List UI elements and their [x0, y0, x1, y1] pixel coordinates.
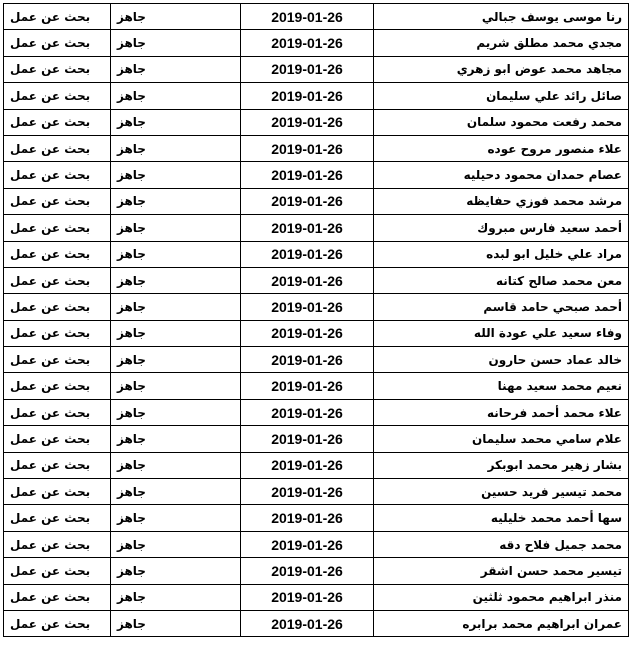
status-cell: جاهز [111, 373, 241, 399]
status-cell: جاهز [111, 320, 241, 346]
table-row [4, 479, 629, 505]
purpose-cell: بحث عن عمل [4, 215, 111, 241]
status-cell: جاهز [111, 215, 241, 241]
name-cell: علاء منصور مروح عوده [374, 135, 629, 161]
status-cell: جاهز [111, 162, 241, 188]
name-cell: صائل رائد علي سليمان [374, 83, 629, 109]
name-cell: منذر ابراهيم محمود ثلثين [374, 584, 629, 610]
status-cell: جاهز [111, 531, 241, 557]
name-cell: خالد عماد حسن حارون [374, 347, 629, 373]
name-cell: مجدي محمد مطلق شريم [374, 30, 629, 56]
name-cell: مراد علي خليل ابو لبده [374, 241, 629, 267]
table-row [4, 373, 629, 399]
table-row [4, 4, 629, 30]
table-row [4, 320, 629, 346]
purpose-cell: بحث عن عمل [4, 162, 111, 188]
status-cell: جاهز [111, 4, 241, 30]
purpose-cell: بحث عن عمل [4, 610, 111, 636]
status-cell: جاهز [111, 294, 241, 320]
table-row [4, 610, 629, 636]
date-cell: 2019-01-26 [241, 294, 374, 320]
records-table [3, 3, 629, 637]
date-cell: 2019-01-26 [241, 505, 374, 531]
table-row [4, 30, 629, 56]
date-cell: 2019-01-26 [241, 479, 374, 505]
name-cell: بشار زهير محمد ابوبكر [374, 452, 629, 478]
status-cell: جاهز [111, 452, 241, 478]
name-cell: محمد رفعت محمود سلمان [374, 109, 629, 135]
purpose-cell: بحث عن عمل [4, 584, 111, 610]
name-cell: عصام حمدان محمود دحيليه [374, 162, 629, 188]
table-row [4, 558, 629, 584]
date-cell: 2019-01-26 [241, 426, 374, 452]
purpose-cell: بحث عن عمل [4, 135, 111, 161]
date-cell: 2019-01-26 [241, 531, 374, 557]
purpose-cell: بحث عن عمل [4, 188, 111, 214]
status-cell: جاهز [111, 399, 241, 425]
purpose-cell: بحث عن عمل [4, 30, 111, 56]
table-row [4, 294, 629, 320]
purpose-cell: بحث عن عمل [4, 426, 111, 452]
status-cell: جاهز [111, 109, 241, 135]
table-row [4, 162, 629, 188]
table-row [4, 584, 629, 610]
table-row [4, 267, 629, 293]
date-cell: 2019-01-26 [241, 610, 374, 636]
name-cell: نعيم محمد سعيد مهنا [374, 373, 629, 399]
status-cell: جاهز [111, 347, 241, 373]
status-cell: جاهز [111, 56, 241, 82]
purpose-cell: بحث عن عمل [4, 558, 111, 584]
table-row [4, 241, 629, 267]
name-cell: سها أحمد محمد خليليه [374, 505, 629, 531]
purpose-cell: بحث عن عمل [4, 320, 111, 346]
date-cell: 2019-01-26 [241, 215, 374, 241]
date-cell: 2019-01-26 [241, 30, 374, 56]
status-cell: جاهز [111, 505, 241, 531]
status-cell: جاهز [111, 558, 241, 584]
name-cell: أحمد سعيد فارس مبروك [374, 215, 629, 241]
table-row [4, 347, 629, 373]
purpose-cell: بحث عن عمل [4, 452, 111, 478]
purpose-cell: بحث عن عمل [4, 373, 111, 399]
status-cell: جاهز [111, 83, 241, 109]
table-row [4, 109, 629, 135]
purpose-cell: بحث عن عمل [4, 56, 111, 82]
date-cell: 2019-01-26 [241, 452, 374, 478]
status-cell: جاهز [111, 188, 241, 214]
table-row [4, 135, 629, 161]
name-cell: مجاهد محمد عوض ابو زهري [374, 56, 629, 82]
name-cell: رنا موسى يوسف جبالي [374, 4, 629, 30]
date-cell: 2019-01-26 [241, 241, 374, 267]
purpose-cell: بحث عن عمل [4, 531, 111, 557]
purpose-cell: بحث عن عمل [4, 294, 111, 320]
date-cell: 2019-01-26 [241, 320, 374, 346]
table-row [4, 452, 629, 478]
date-cell: 2019-01-26 [241, 56, 374, 82]
date-cell: 2019-01-26 [241, 347, 374, 373]
date-cell: 2019-01-26 [241, 267, 374, 293]
status-cell: جاهز [111, 479, 241, 505]
records-table-body [4, 4, 629, 637]
date-cell: 2019-01-26 [241, 162, 374, 188]
table-row [4, 505, 629, 531]
table-row [4, 215, 629, 241]
date-cell: 2019-01-26 [241, 188, 374, 214]
date-cell: 2019-01-26 [241, 399, 374, 425]
status-cell: جاهز [111, 610, 241, 636]
name-cell: علام سامي محمد سليمان [374, 426, 629, 452]
table-row [4, 426, 629, 452]
purpose-cell: بحث عن عمل [4, 505, 111, 531]
status-cell: جاهز [111, 584, 241, 610]
purpose-cell: بحث عن عمل [4, 479, 111, 505]
name-cell: علاء محمد أحمد فرحانه [374, 399, 629, 425]
purpose-cell: بحث عن عمل [4, 241, 111, 267]
records-sheet [3, 3, 628, 637]
purpose-cell: بحث عن عمل [4, 267, 111, 293]
date-cell: 2019-01-26 [241, 4, 374, 30]
purpose-cell: بحث عن عمل [4, 4, 111, 30]
status-cell: جاهز [111, 30, 241, 56]
purpose-cell: بحث عن عمل [4, 399, 111, 425]
table-row [4, 531, 629, 557]
date-cell: 2019-01-26 [241, 135, 374, 161]
name-cell: مرشد محمد فوزي حفايظه [374, 188, 629, 214]
status-cell: جاهز [111, 135, 241, 161]
name-cell: عمران ابراهيم محمد برابره [374, 610, 629, 636]
name-cell: أحمد صبحي حامد قاسم [374, 294, 629, 320]
purpose-cell: بحث عن عمل [4, 347, 111, 373]
date-cell: 2019-01-26 [241, 584, 374, 610]
name-cell: تيسير محمد حسن اشقر [374, 558, 629, 584]
table-row [4, 56, 629, 82]
name-cell: محمد تيسير فريد حسين [374, 479, 629, 505]
table-row [4, 399, 629, 425]
name-cell: محمد جميل فلاح دقه [374, 531, 629, 557]
status-cell: جاهز [111, 241, 241, 267]
date-cell: 2019-01-26 [241, 558, 374, 584]
date-cell: 2019-01-26 [241, 83, 374, 109]
date-cell: 2019-01-26 [241, 373, 374, 399]
date-cell: 2019-01-26 [241, 109, 374, 135]
purpose-cell: بحث عن عمل [4, 109, 111, 135]
table-row [4, 83, 629, 109]
status-cell: جاهز [111, 267, 241, 293]
name-cell: معن محمد صالح كتانه [374, 267, 629, 293]
purpose-cell: بحث عن عمل [4, 83, 111, 109]
status-cell: جاهز [111, 426, 241, 452]
table-row [4, 188, 629, 214]
name-cell: وفاء سعيد علي عودة الله [374, 320, 629, 346]
